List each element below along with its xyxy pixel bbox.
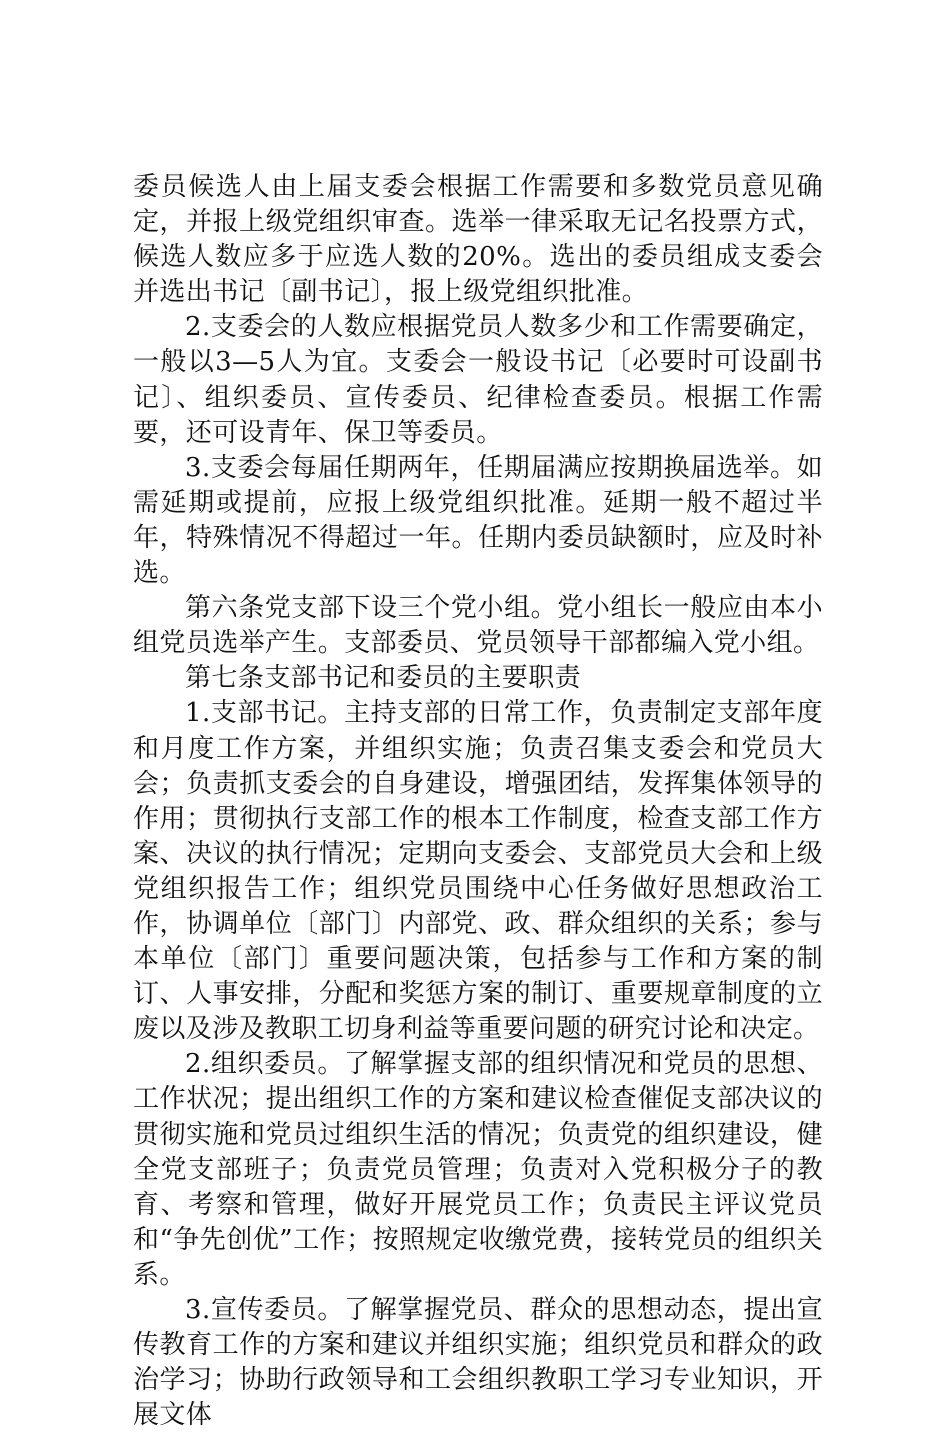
paragraph-article-6: 第六条党支部下设三个党小组。党小组长一般应由本小组党员选举产生。支部委员、党员领导干部都编入党小组。 (133, 593, 823, 659)
document-body (133, 170, 823, 1433)
paragraph-organization-member: 2.组织委员。了解掌握支部的组织情况和党员的思想、工作状况；提出组织工作的方案和建议检查催促支部决议的贯彻实施和党员过组织生活的情况；负责党的组织建设，健全党支部班子；负责党员管理；负责对入党积极分子的教育、考察和管理，做好开展党员工作；负责民主评议党员和“争先创优”工作；按照规定收缴党费，接转党员的组织关系。 (133, 1049, 823, 1290)
paragraph-article-7-heading: 第七条支部书记和委员的主要职责 (185, 663, 582, 694)
paragraph-term-length: 3.支委会每届任期两年，任期届满应按期换届选举。如需延期或提前，应报上级党组织批准。延期一般不超过半年，特殊情况不得超过一年。任期内委员缺额时，应及时补选。 (133, 452, 823, 589)
paragraph-candidates: 委员候选人由上届支委会根据工作需要和多数党员意见确定，并报上级党组织审查。选举一律采取无记名投票方式，候选人数应多于应选人数的20%。选出的委员组成支委会并选出书记〔副书记〕，报上级党组织批准。 (133, 172, 823, 308)
paragraph-committee-size: 2.支委会的人数应根据党员人数多少和工作需要确定，一般以3—5人为宜。支委会一般设书记〔必要时可设副书记〕、组织委员、宣传委员、纪律检查委员。根据工作需要，还可设青年、保卫等委员。 (133, 312, 823, 448)
paragraph-branch-secretary: 1.支部书记。主持支部的日常工作，负责制定支部年度和月度工作方案，并组织实施；负责召集支委会和党员大会；负责抓支委会的自身建设，增强团结，发挥集体领导的作用；贯彻执行支部工作的根本工作制度，检查支部工作方案、决议的执行情况；定期向支委会、支部党员大会和上级党组织报告工作；组织党员围绕中心任务做好思想政治工作，协调单位〔部门〕内部党、政、群众组织的关系；参与本单位〔部门〕重要问题决策，包括参与工作和方案的制订、人事安排，分配和奖惩方案的制订、重要规章制度的立废以及涉及教职工切身利益等重要问题的研究讨论和决定。 (133, 698, 823, 1045)
paragraph-propaganda-member: 3.宣传委员。了解掌握党员、群众的思想动态，提出宣传教育工作的方案和建议并组织实施；组织党员和群众的政治学习；协助行政领导和工会组织教职工学习专业知识，开展文体 (133, 1295, 823, 1431)
